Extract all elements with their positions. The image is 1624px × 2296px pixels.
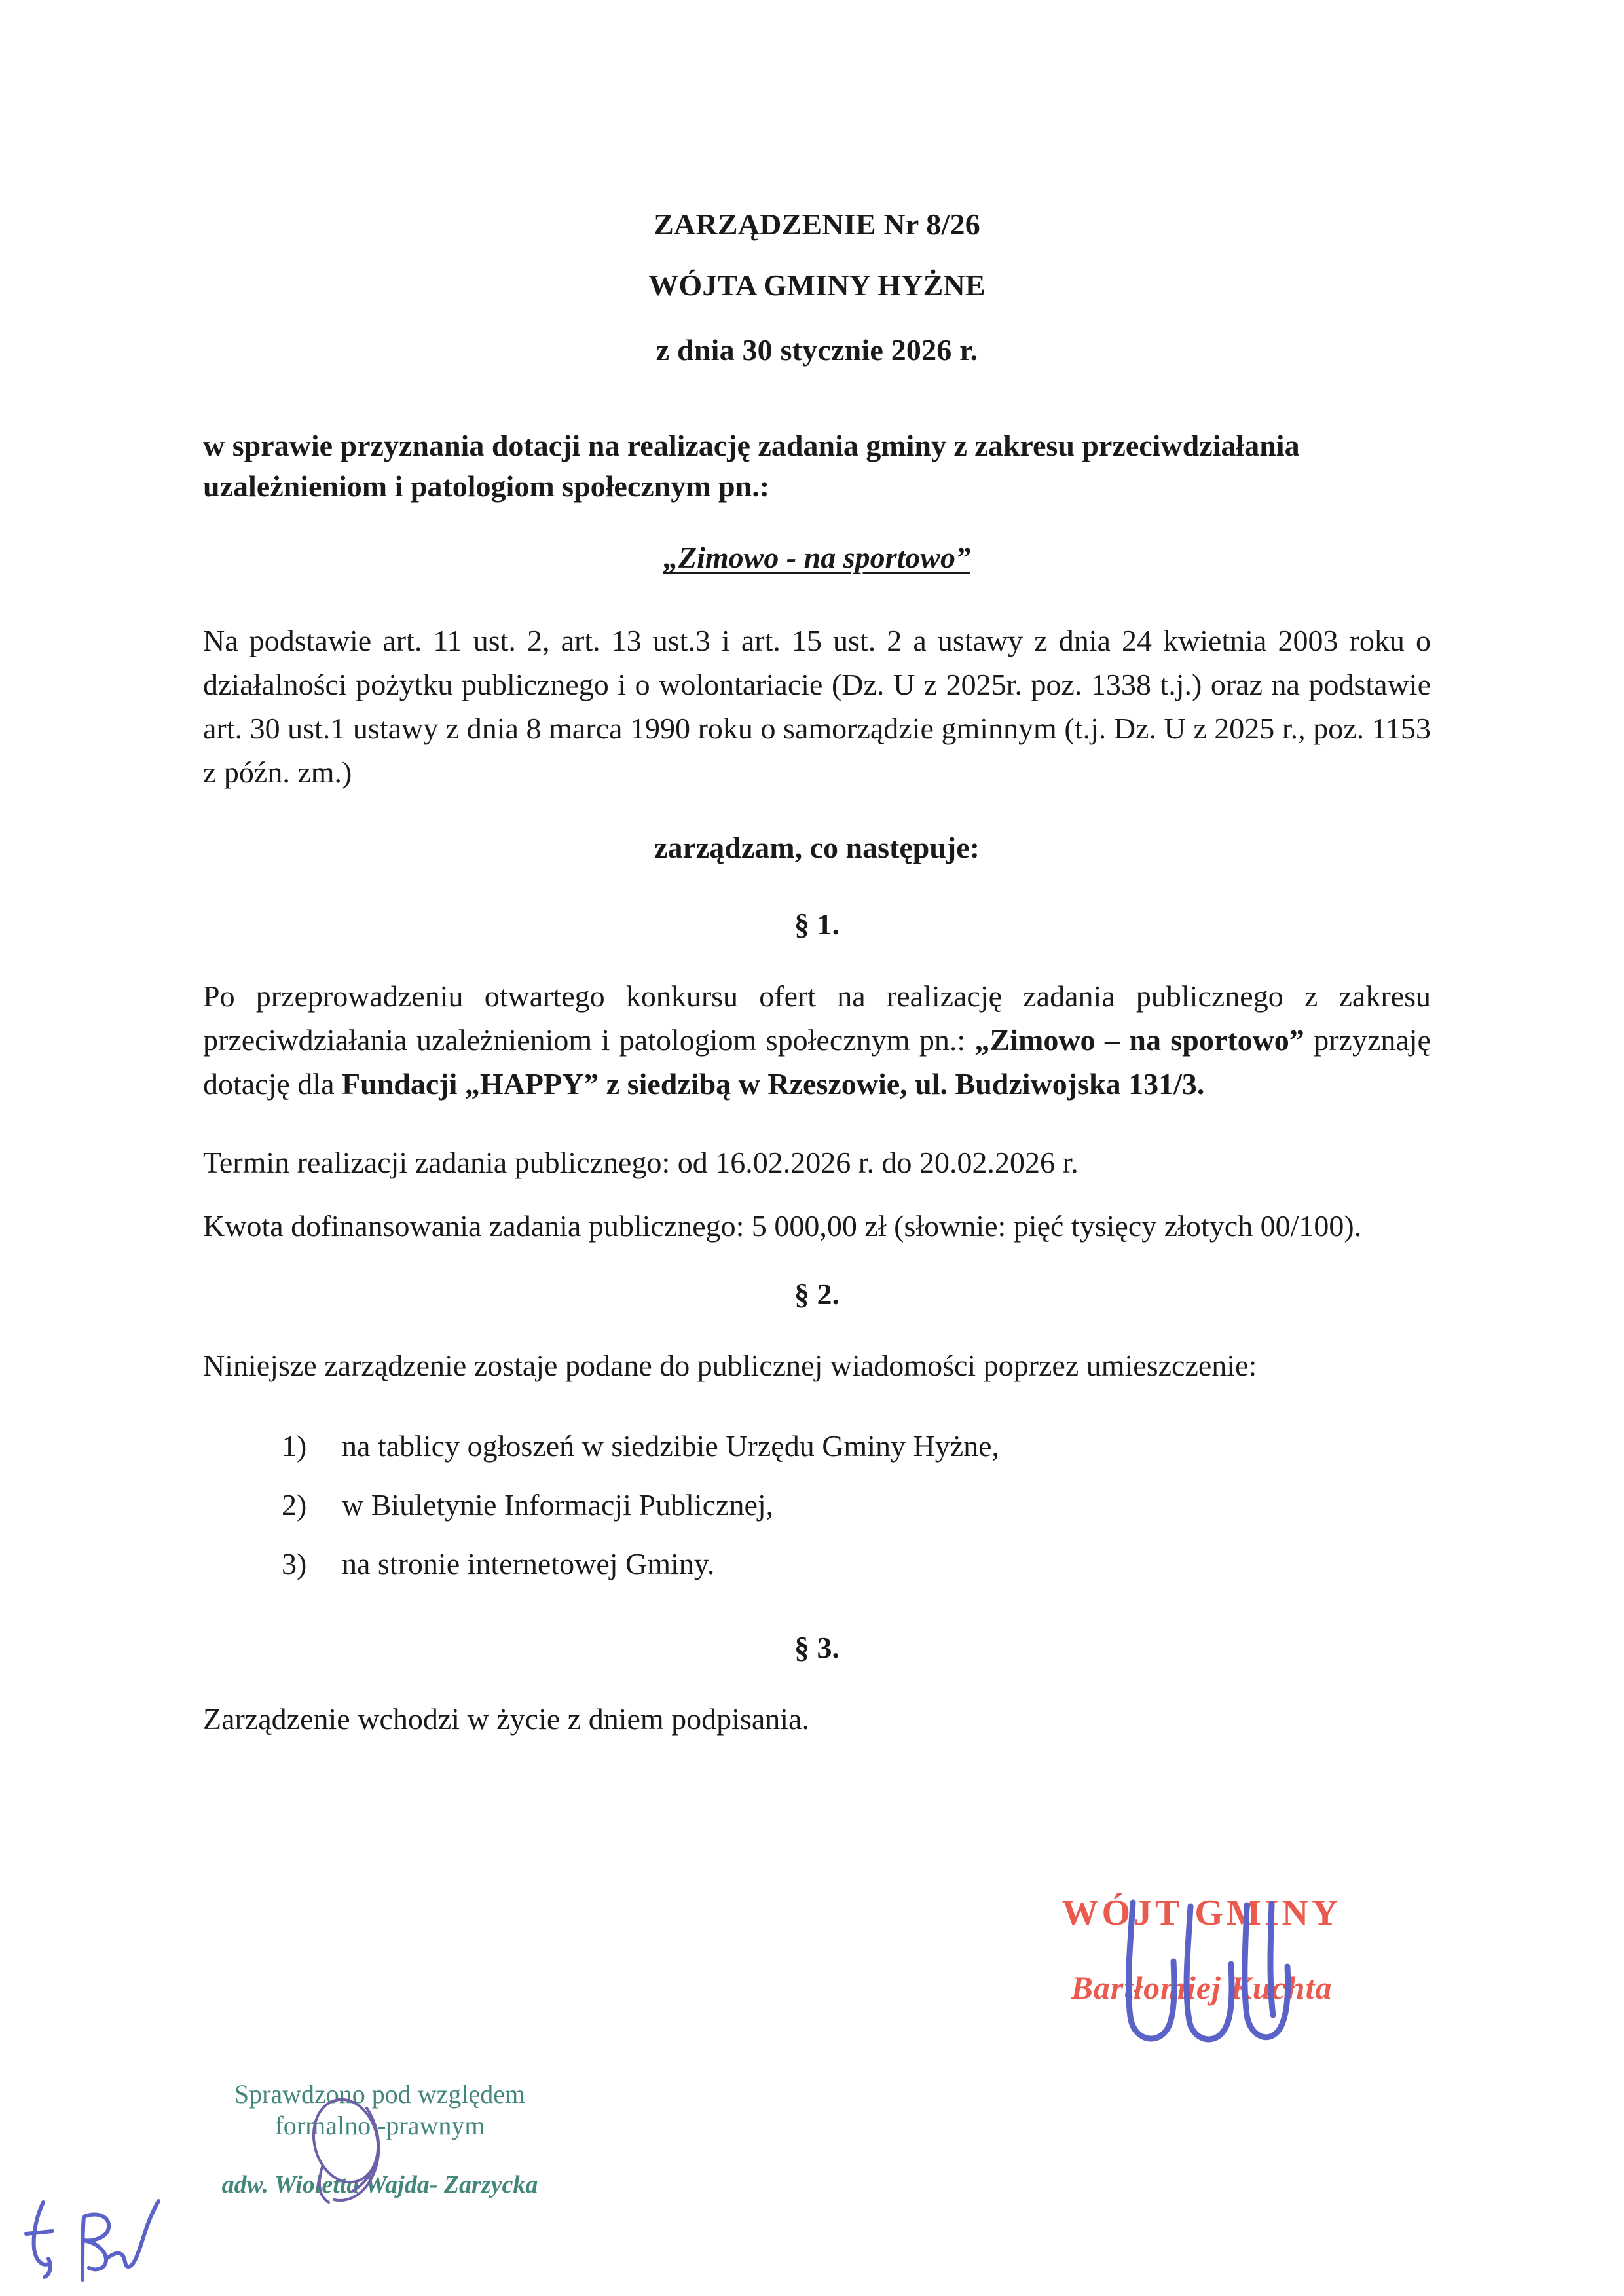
document-date-line: z dnia 30 stycznie 2026 r. xyxy=(655,333,978,367)
list-item-marker: 1) xyxy=(282,1429,307,1463)
document-subject-line-2: uzależnieniom i patologiom społecznym pn.: xyxy=(203,469,770,503)
list-item-label: w Biuletynie Informacji Publicznej, xyxy=(342,1488,774,1522)
legal-basis-paragraph: Na podstawie art. 11 ust. 2, art. 13 ust.3 i art. 15 ust. 2 a ustawy z dnia 24 kwietnia 2003 roku o działalności pożytku publicznego i o wolontariacie (Dz. U z 2025r. poz. 1338 t.j.) oraz na podstawie art. 30 ust.1 ustawy z dnia 8 marca 1990 roku o samorządzie gminnym (t.j. Dz. U z 2025 r., poz. 1153 z późn. zm.) xyxy=(203,624,1431,789)
enacting-clause: zarządzam, co następuje: xyxy=(654,831,980,864)
section-3-text: Zarządzenie wchodzi w życie z dniem podpisania. xyxy=(203,1702,809,1736)
publication-list xyxy=(203,1426,1431,1603)
section-heading-3: § 3. xyxy=(794,1631,840,1664)
list-item xyxy=(203,1426,1431,1467)
list-item-label: na tablicy ogłoszeń w siedzibie Urzędu Gminy Hyżne, xyxy=(342,1429,1000,1463)
task-name-heading: „Zimowo - na sportowo” xyxy=(663,541,970,574)
section-1-term-line: Termin realizacji zadania publicznego: od 16.02.2026 r. do 20.02.2026 r. xyxy=(203,1146,1079,1179)
legal-review-stamp-line-1: Sprawdzono pod względem xyxy=(234,2079,526,2109)
list-item xyxy=(203,1544,1431,1584)
list-item xyxy=(203,1485,1431,1525)
document-content xyxy=(203,0,1431,2296)
list-item-marker: 2) xyxy=(282,1488,307,1522)
document-subject-line-1: w sprawie przyznania dotacji na realizację zadania gminy z zakresu przeciwdziałania xyxy=(203,429,1300,462)
list-item-marker: 3) xyxy=(282,1547,307,1580)
legal-review-stamp-line-2: formalno -prawnym xyxy=(274,2111,485,2140)
section-2-intro: Niniejsze zarządzenie zostaje podane do publicznej wiadomości poprzez umieszczenie: xyxy=(203,1349,1257,1382)
section-1-task-name: „Zimowo – na sportowo” xyxy=(974,1023,1304,1057)
signature-stamp-name: Bartłomiej Kuchta xyxy=(1071,1969,1333,2006)
section-1-text-middle: przyznaję dotację dla xyxy=(203,1023,1431,1101)
corner-initials-icon xyxy=(20,2193,190,2291)
list-item-label: na stronie internetowej Gminy. xyxy=(342,1547,715,1580)
signature-stamp-title: WÓJT GMINY xyxy=(1061,1893,1342,1933)
document-title-line-2: WÓJTA GMINY HYŻNE xyxy=(648,268,986,302)
section-1-paragraph xyxy=(203,974,1431,1106)
legal-review-stamp-name: adw. Wioletta Wajda- Zarzycka xyxy=(221,2171,538,2198)
section-heading-1: § 1. xyxy=(794,907,840,941)
document-title-line-1: ZARZĄDZENIE Nr 8/26 xyxy=(654,208,980,241)
section-1-recipient: Fundacji „HAPPY” z siedzibą w Rzeszowie, ul. Budziwojska 131/3. xyxy=(342,1067,1205,1101)
document-subject xyxy=(203,426,1431,507)
section-1-amount-line: Kwota dofinansowania zadania publicznego: 5 000,00 zł (słownie: pięć tysięcy złotych 00/100). xyxy=(203,1209,1362,1243)
section-1-text-prefix: Po przeprowadzeniu otwartego konkursu ofert na realizację zadania publicznego z zakresu przeciwdziałania uzależnieniom i patologiom społecznym pn.: xyxy=(203,979,1431,1057)
section-heading-2: § 2. xyxy=(794,1277,840,1311)
